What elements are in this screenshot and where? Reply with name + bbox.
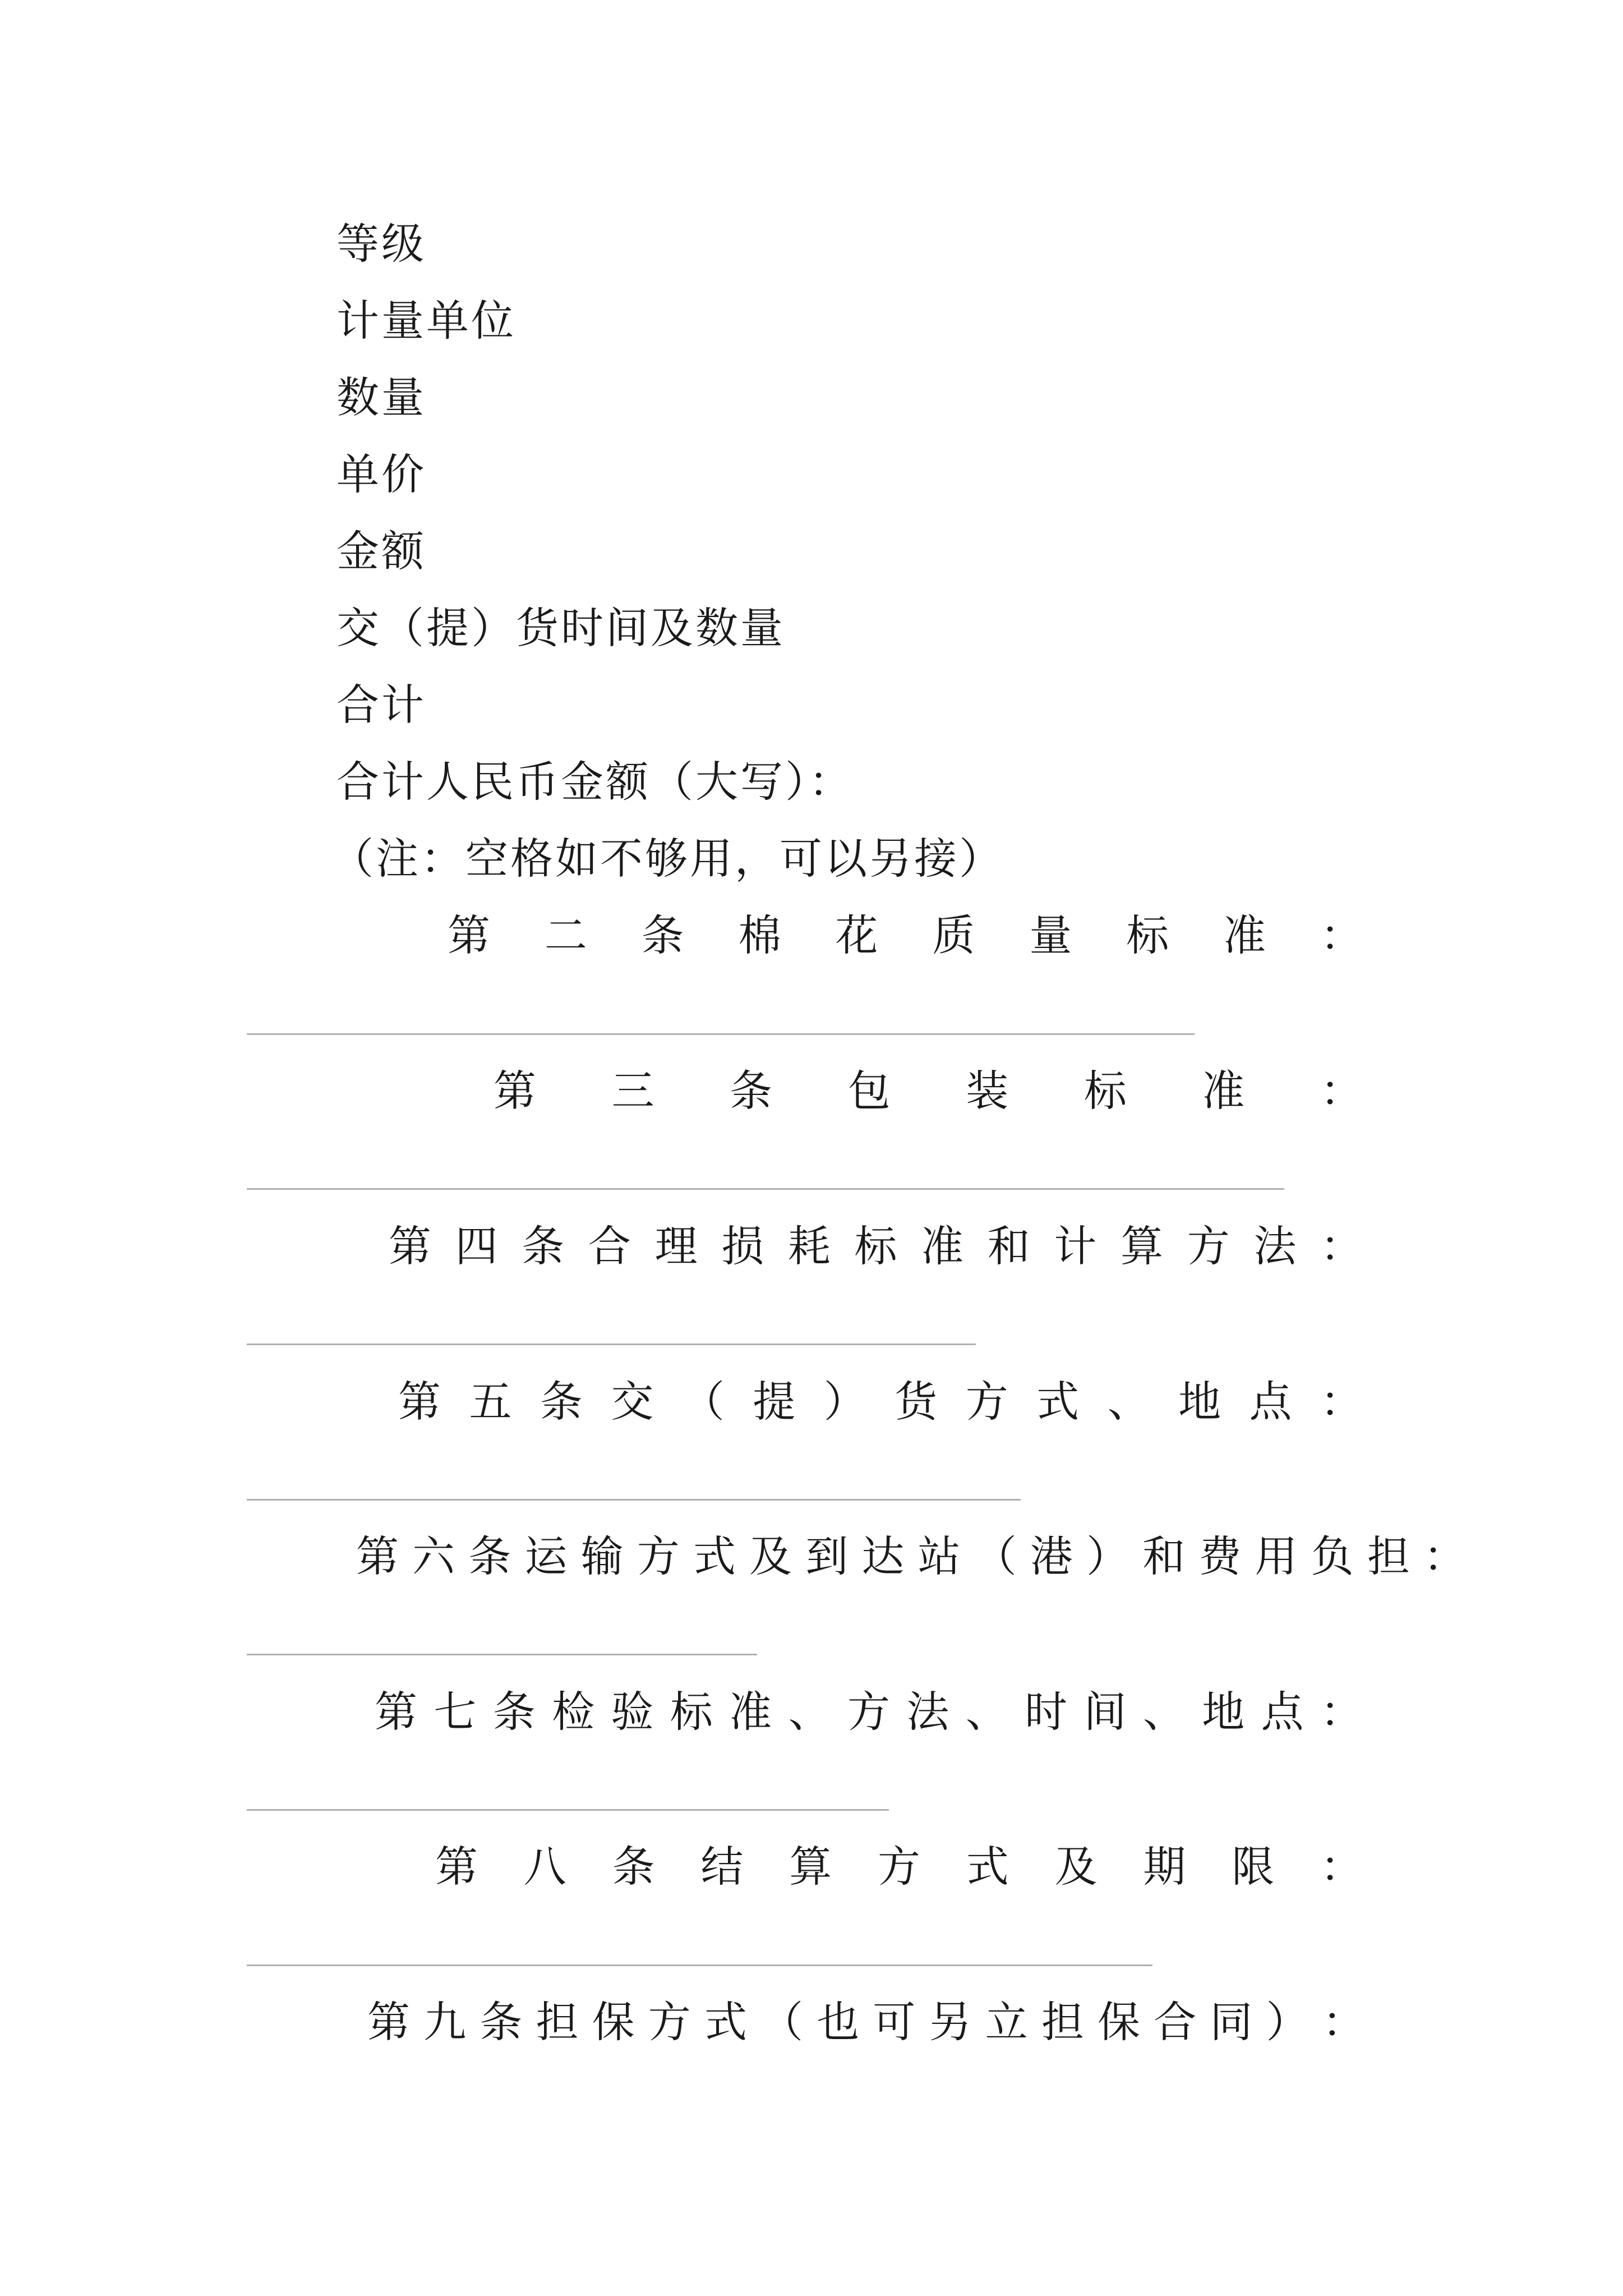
item-amount: 金额: [336, 526, 426, 576]
clause-7-blank-line: [247, 1809, 889, 1811]
clause-5: [398, 1374, 1363, 1430]
item-grade: 等级: [336, 219, 426, 269]
clause-9-text: 第 九 条 担 保 方 式 （ 也 可 另 立 担 保 合 同 ） ：: [367, 1997, 1365, 2047]
clause-7: [375, 1684, 1363, 1740]
clause-6: [356, 1529, 1467, 1585]
clause-3-blank-line: [247, 1188, 1284, 1190]
clause-8-blank-line: [247, 1964, 1152, 1966]
clause-6-blank-line: [247, 1654, 757, 1655]
clause-2-text: 第 二 条 棉 花 质 量 标 准 ：: [448, 910, 1363, 960]
clause-2: [448, 908, 1363, 964]
clause-9: [367, 1994, 1363, 2050]
clause-4-blank-line: [247, 1343, 976, 1345]
item-total: 合计: [336, 680, 426, 730]
item-note: （注：空格如不够用，可以另接）: [331, 834, 1004, 884]
clause-3: [494, 1063, 1363, 1119]
clause-8-text: 第 八 条 结 算 方 式 及 期 限 ：: [435, 1842, 1363, 1892]
clause-3-text: 第 三 条 包 装 标 准 ：: [494, 1066, 1363, 1116]
clause-4-text: 第 四 条 合 理 损 耗 标 准 和 计 算 方 法 ：: [389, 1221, 1363, 1271]
clause-8: [435, 1839, 1363, 1895]
clause-5-text: 第 五 条 交 （ 提 ） 货 方 式 、 地 点 ：: [398, 1377, 1363, 1427]
item-unit-price: 单价: [336, 449, 426, 499]
item-total-rmb: 合计人民币金额（大写）：: [336, 757, 854, 807]
clause-4: [389, 1218, 1363, 1274]
item-unit: 计量单位: [336, 296, 516, 346]
clause-5-blank-line: [247, 1499, 1021, 1501]
clause-2-blank-line: [247, 1033, 1195, 1035]
clause-6-text: 第 六 条 运 输 方 式 及 到 达 站 （ 港 ） 和 费 用 负 担 ：: [356, 1531, 1467, 1581]
clause-7-text: 第 七 条 检 验 标 准 、 方 法 、 时 间 、 地 点 ：: [375, 1687, 1363, 1737]
item-delivery-time: 交（提）货时间及数量: [336, 603, 785, 653]
item-quantity: 数量: [336, 372, 426, 422]
